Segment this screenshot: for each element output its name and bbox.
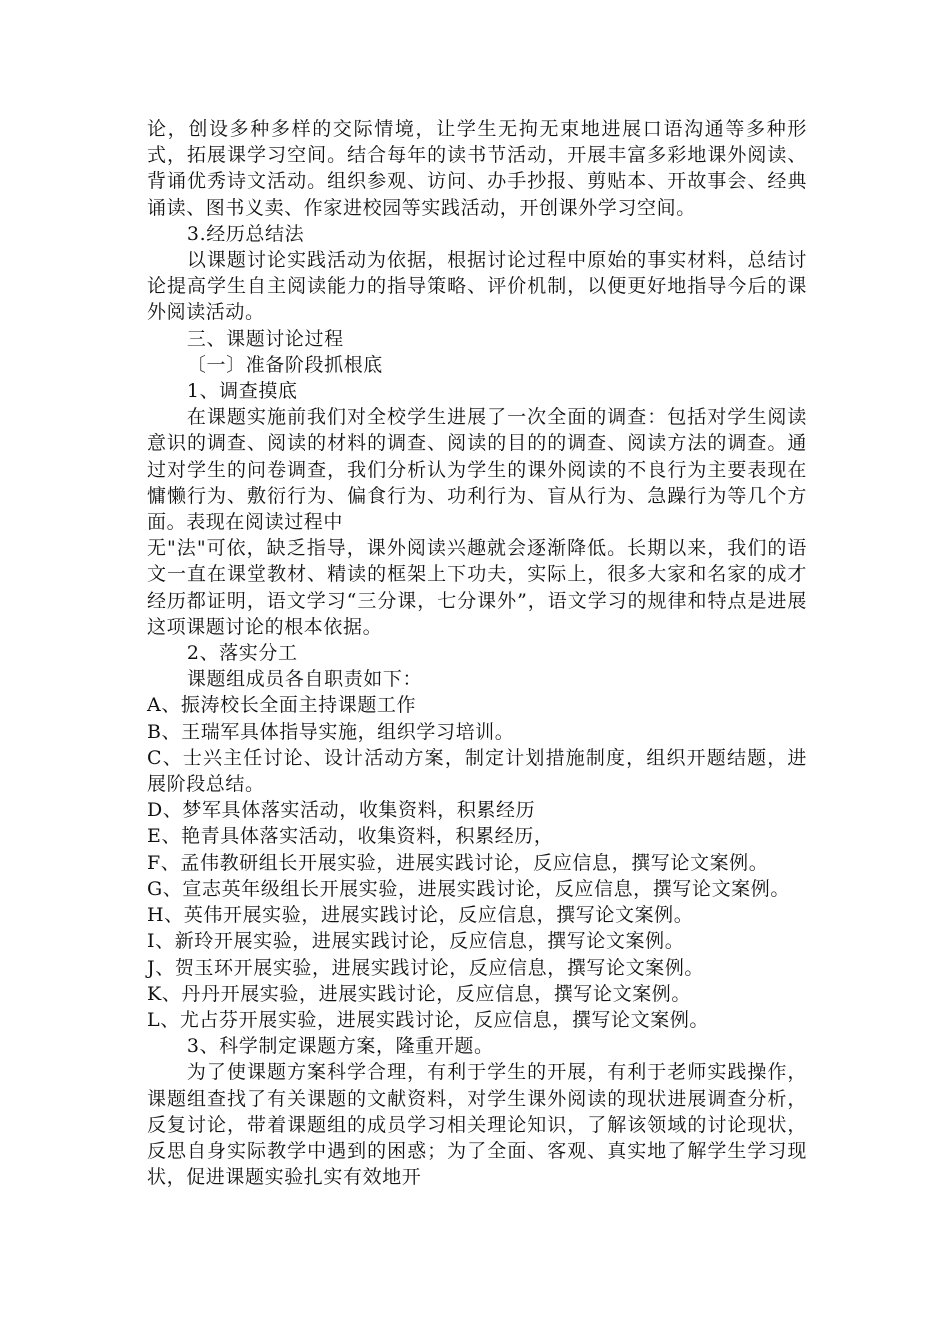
- paragraph: A、振涛校长全面主持课题工作: [147, 694, 417, 717]
- paragraph: 课题组成员各自职责如下：: [186, 668, 423, 691]
- paragraph: G、宣志英年级组长开展实验，进展实践讨论，反应信息，撰写论文案例。: [147, 877, 790, 900]
- paragraph: I、新玲开展实验，进展实践讨论，反应信息，撰写论文案例。: [147, 930, 685, 953]
- paragraph: 在课题实施前我们对全校学生进展了一次全面的调查：包括对学生阅读意识的调查、阅读的材料的调查、阅读的目的的调查、阅读方法的调查。通过对学生的问卷调查，我们分析认为学生的课外阅读的不良行为主要表现在慵懒行为、敷衍行为、偏食行为、功利行为、盲从行为、急躁行为等几个方面。表现在阅读过程中: [147, 406, 807, 534]
- document-body: [147, 116, 807, 1190]
- paragraph: 1、调查摸底: [186, 380, 298, 403]
- paragraph: 论，创设多种多样的交际情境，让学生无拘无束地进展口语沟通等多种形式，拓展课学习空间。结合每年的读书节活动，开展丰富多彩地课外阅读、背诵优秀诗文活动。组织参观、访问、办手抄报、剪贴本、开故事会、经典诵读、图书义卖、作家进校园等实践活动，开创课外学习空间。: [147, 118, 807, 219]
- paragraph: 三、课题讨论过程: [186, 327, 344, 350]
- paragraph: C、士兴主任讨论、设计活动方案，制定计划措施制度，组织开题结题，进展阶段总结。: [147, 746, 807, 796]
- paragraph: F、孟伟教研组长开展实验，进展实践讨论，反应信息，撰写论文案例。: [147, 851, 769, 874]
- paragraph: 3.经历总结法: [186, 222, 305, 245]
- paragraph: H、英伟开展实验，进展实践讨论，反应信息，撰写论文案例。: [147, 904, 694, 927]
- paragraph: 〔一〕准备阶段抓根底: [186, 353, 383, 376]
- paragraph: 3、科学制定课题方案，隆重开题。: [186, 1035, 494, 1058]
- paragraph: D、梦军具体落实活动，收集资料，积累经历: [147, 799, 536, 822]
- paragraph: 2、落实分工: [186, 642, 298, 665]
- paragraph: K、丹丹开展实验，进展实践讨论，反应信息，撰写论文案例。: [147, 982, 691, 1005]
- paragraph: E、艳青具体落实活动，收集资料，积累经历，: [147, 825, 554, 848]
- paragraph: 为了使课题方案科学合理，有利于学生的开展，有利于老师实践操作，课题组查找了有关课题的文献资料，对学生课外阅读的现状进展调查分析，反复讨论，带着课题组的成员学习相关理论知识，了解该领域的讨论现状，反思自身实际教学中遇到的困惑；为了全面、客观、真实地了解学生学习现状，促进课题实验扎实有效地开: [147, 1061, 807, 1189]
- paragraph: L、尤占芬开展实验，进展实践讨论，反应信息，撰写论文案例。: [147, 1008, 710, 1031]
- paragraph: 无"法"可依，缺乏指导，课外阅读兴趣就会逐渐降低。长期以来，我们的语文一直在课堂教材、精读的框架上下功夫，实际上，很多大家和名家的成才经历都证明，语文学习“三分课，七分课外”，语文学习的规律和特点是进展这项课题讨论的根本依据。: [147, 537, 807, 638]
- paragraph: J、贺玉环开展实验，进展实践讨论，反应信息，撰写论文案例。: [147, 956, 705, 979]
- paragraph: B、王瑞军具体指导实施，组织学习培训。: [147, 720, 515, 743]
- paragraph: 以课题讨论实践活动为依据，根据讨论过程中原始的事实材料，总结讨论提高学生自主阅读能力的指导策略、评价机制，以便更好地指导今后的课外阅读活动。: [147, 249, 807, 324]
